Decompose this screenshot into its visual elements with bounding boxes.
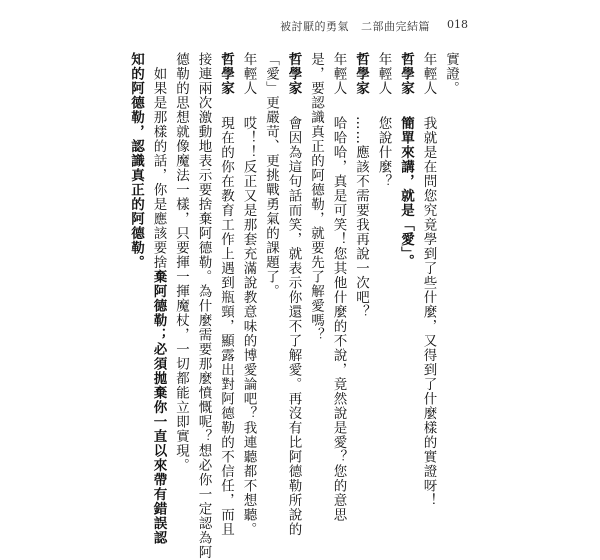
line-text: 我就是在問您究竟學到了些什麼，又得到了什麼樣的實證呀！	[420, 116, 437, 508]
text-line	[395, 52, 418, 512]
line-text: 知的阿德勒，認識真正的阿德勒。	[128, 52, 144, 270]
text-line	[215, 52, 238, 537]
speaker-label: 哲學家	[353, 52, 369, 96]
line-text: ……應該不需要我再說一次吧？	[353, 116, 369, 319]
speaker-label: 年輕人	[420, 52, 437, 96]
line-text: 實證。	[443, 52, 459, 96]
line-text: 如果是那樣的話，你是應該要捨棄阿德勒；必須拋棄你一直以來帶有錯誤認	[150, 52, 167, 545]
speaker-label: 哲學家	[285, 52, 302, 96]
line-text: 德勒的思想就像魔法一樣，只要揮一揮魔杖，一切都能立即實現。	[173, 52, 189, 473]
line-text: 您說什麼？	[375, 116, 392, 189]
speaker-label: 年輕人	[330, 52, 347, 96]
text-line	[417, 52, 440, 512]
line-text: 現在的你在教育工作上遇到瓶頸，顯露出對阿德勒的不信任，而且	[218, 116, 234, 537]
line-text: 接連兩次激動地表示要捨棄阿德勒。為什麼需要那麼憤慨呢？想必你一定認為阿	[195, 52, 212, 560]
speaker-label: 年輕人	[375, 52, 392, 96]
line-text: 哎！！反正又是那套充滿說教意味的博愛論吧？我連聽都不想聽。	[240, 116, 257, 537]
line-text: 「愛」更嚴苛、更挑戰勇氣的課題了。	[263, 52, 279, 299]
line-text: 會因為這句話而笑，就表示你還不了解愛。再沒有比阿德勒所說的	[285, 116, 302, 537]
text-line	[237, 52, 260, 537]
running-header	[280, 18, 430, 34]
text-line	[170, 52, 193, 512]
text-line	[350, 52, 373, 512]
line-text: 哈哈哈，真是可笑！您其他什麼的不說，竟然說是愛？您的意思	[330, 116, 347, 522]
text-line	[260, 52, 283, 512]
text-line	[440, 52, 463, 512]
text-line	[372, 52, 395, 512]
text-line	[192, 52, 215, 560]
text-line	[327, 52, 350, 522]
text-line	[125, 52, 148, 512]
speaker-label: 哲學家	[218, 52, 234, 96]
page-number: 018	[447, 18, 468, 31]
speaker-label: 哲學家	[398, 52, 414, 96]
text-line	[305, 52, 328, 512]
book-title: 被討厭的勇氣	[280, 20, 349, 33]
line-text: 簡單來講，就是「愛」。	[398, 116, 414, 269]
text-line	[147, 52, 170, 545]
dialogue-body	[128, 52, 462, 560]
speaker-label: 年輕人	[240, 52, 257, 96]
chapter-title: 二部曲完結篇	[361, 20, 430, 33]
text-line	[282, 52, 305, 537]
line-text: 是，要認識真正的阿德勒，就要先了解愛嗎？	[308, 52, 324, 342]
